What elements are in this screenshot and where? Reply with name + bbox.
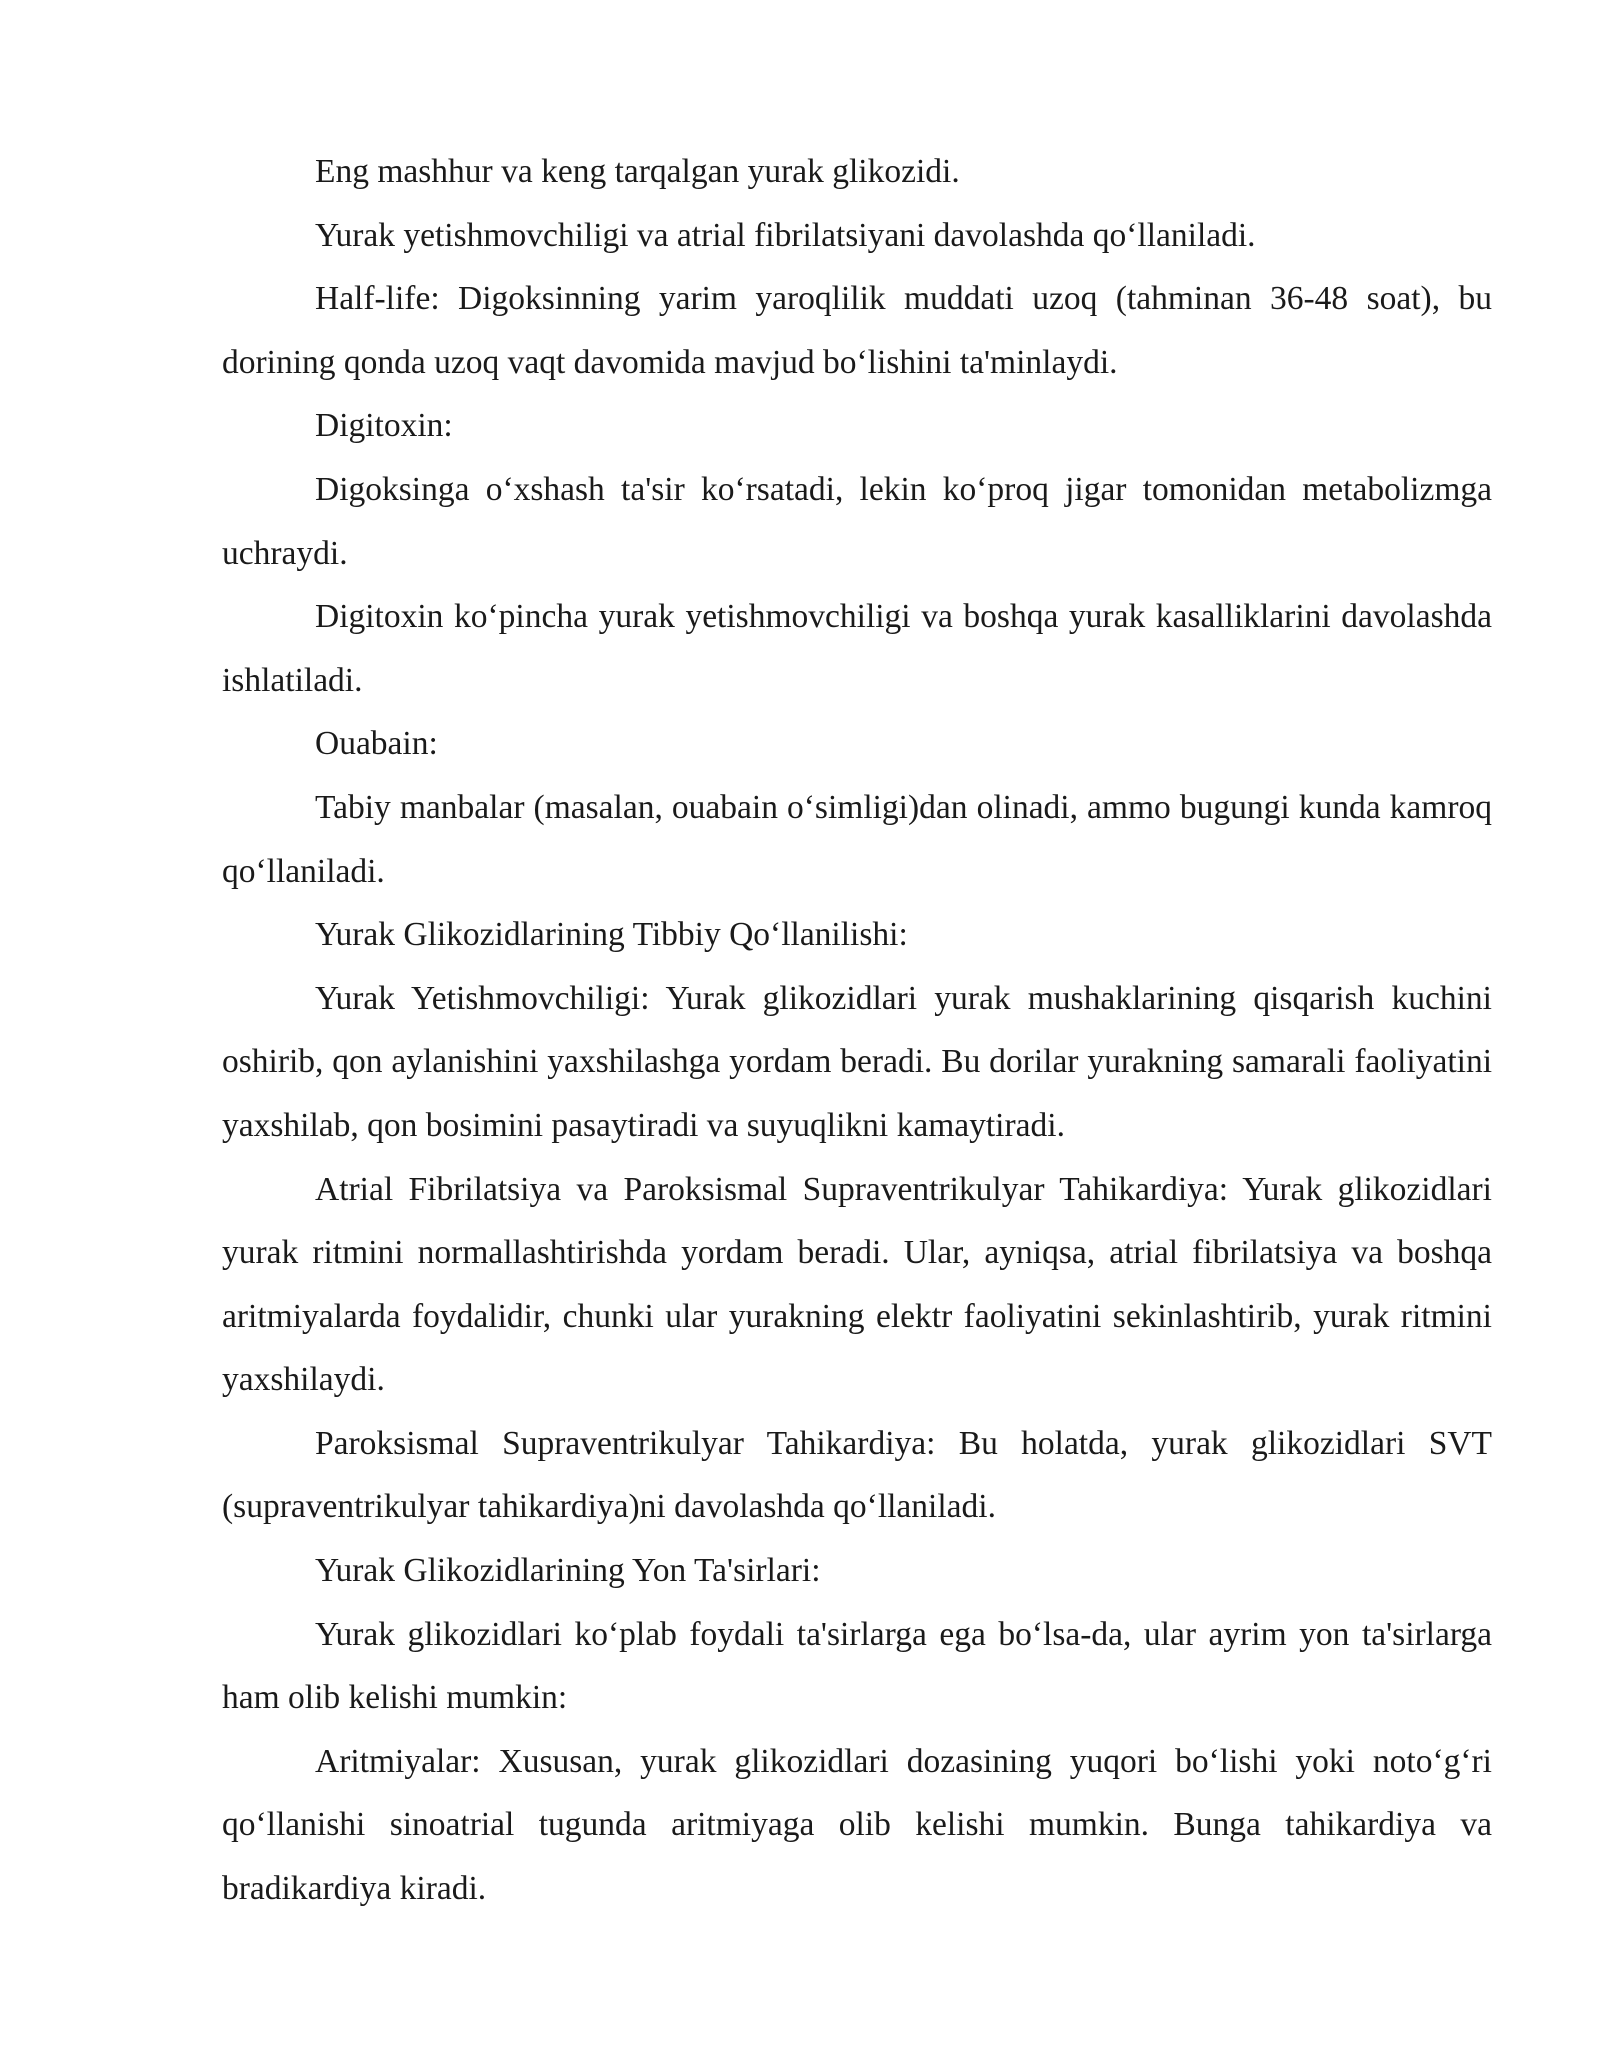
paragraph: Yurak yetishmovchiligi va atrial fibrilatsiyani davolashda qo‘llaniladi. — [315, 216, 1256, 254]
paragraph: Atrial Fibrilatsiya va Paroksismal Supraventrikulyar Tahikardiya: Yurak glikozidlari yurak ritmini normallashtirishda yordam beradi. Ular, ayniqsa, atrial fibrilatsiya va boshqa aritmiyalarda foydalidir, chunki ular yurakning elektr faoliyatini sekinlashtirib, yurak ritmini yaxshilaydi. — [222, 1170, 1492, 1399]
paragraph: Eng mashhur va keng tarqalgan yurak glikozidi. — [315, 153, 960, 190]
section-heading-digitoxin: Digitoxin: — [315, 407, 453, 445]
paragraph: Digitoxin ko‘pincha yurak yetishmovchiligi va boshqa yurak kasalliklarini davolashda ishlatiladi. — [222, 598, 1492, 699]
paragraph: Yurak Yetishmovchiligi: Yurak glikozidlari yurak mushaklarining qisqarish kuchini oshirib, qon aylanishini yaxshilashga yordam beradi. Bu dorilar yurakning samarali faoliyatini yaxshilab, qon bosimini pasaytiradi va suyuqlikni kamaytiradi. — [222, 979, 1492, 1144]
paragraph: Half-life: Digoksinning yarim yaroqlilik muddati uzoq (tahminan 36-48 soat), bu dorining qonda uzoq vaqt davomida mavjud bo‘lishini ta'minlaydi. — [222, 280, 1492, 381]
section-heading-ouabain: Ouabain: — [315, 725, 438, 763]
section-heading-medical-use: Yurak Glikozidlarining Tibbiy Qo‘llanilishi: — [315, 916, 908, 954]
paragraph: Yurak glikozidlari ko‘plab foydali ta'sirlarga ega bo‘lsa-da, ular ayrim yon ta'sirlarga ham olib kelishi mumkin: — [222, 1615, 1492, 1717]
paragraph: Digoksinga o‘xshash ta'sir ko‘rsatadi, lekin ko‘proq jigar tomonidan metabolizmga uchraydi. — [222, 470, 1492, 572]
paragraph: Aritmiyalar: Xususan, yurak glikozidlari dozasining yuqori bo‘lishi yoki noto‘g‘ri qo‘llanishi sinoatrial tugunda aritmiyaga olib kelishi mumkin. Bunga tahikardiya va bradikardiya kiradi. — [222, 1742, 1492, 1908]
paragraph: Tabiy manbalar (masalan, ouabain o‘simligi)dan olinadi, ammo bugungi kunda kamroq qo‘llaniladi. — [222, 788, 1492, 890]
paragraph: Paroksismal Supraventrikulyar Tahikardiya: Bu holatda, yurak glikozidlari SVT (supraventrikulyar tahikardiya)ni davolashda qo‘llaniladi. — [222, 1424, 1492, 1526]
document-body — [222, 140, 1492, 1921]
section-heading-side-effects: Yurak Glikozidlarining Yon Ta'sirlari: — [315, 1552, 821, 1590]
